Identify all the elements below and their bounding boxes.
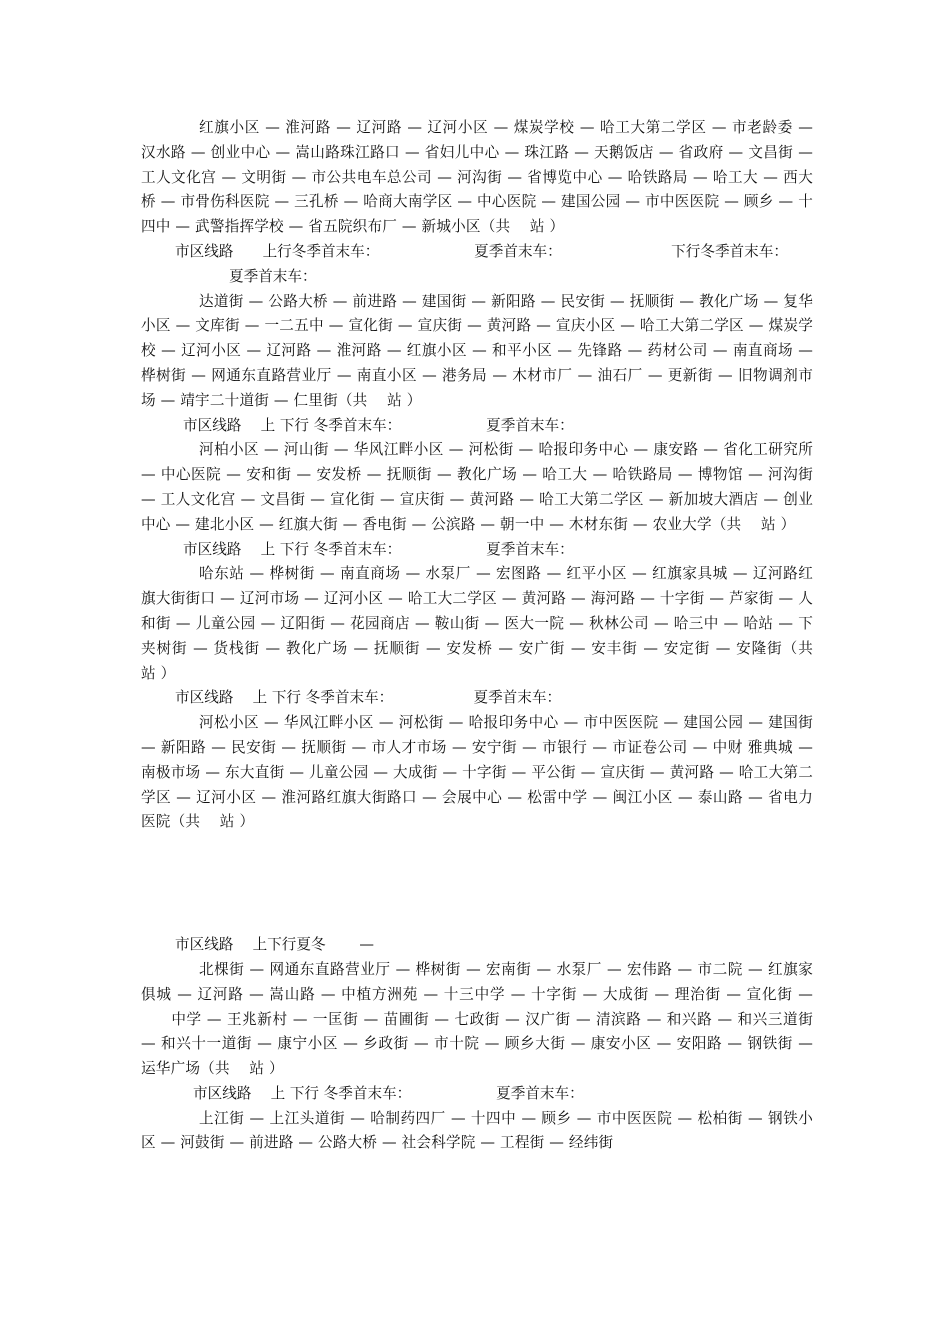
route-header-1-continued: 夏季首末车： [229, 267, 317, 285]
route-stops-3: 河柏小区 — 河山街 — 华风江畔小区 — 河松街 — 哈报印务中心 — 康安路 — 省化工研究所 — 中心医院 — 安和街 — 安发桥 — 抚顺街 — 教化广场 — 哈工大 — 哈铁路局 — 博物馆 — 河沟街 — 工人文化宫 — 文昌街 — 宣化街 — 宣庆街 — 黄河路 — 哈工大第二学区 — 新加坡大酒店 — 创业中心 — 建北小区 — 红旗大街 — 香电街 — 公滨路 — 朝一中 — 木材东街 — 农业大学（共 站 ） [141, 441, 813, 533]
route-listing [141, 116, 833, 1156]
route-stops-6: 北棵街 — 网通东直路营业厅 — 桦树街 — 宏南街 — 水泵厂 — 宏伟路 — 市二院 — 红旗家俱城 — 辽河路 — 嵩山路 — 中植方洲苑 — 十三中学 — 十字街 — 大成街 — 理治街 — 宣化街 — 中学 — 王兆新村 — 一匡街 — 苗圃街 — 七政街 — 汉广街 — 清滨路 — 和兴路 — 和兴三道街 — 和兴十一道街 — 康宁小区 — 乡政街 — 市十院 — 顾乡大街 — 康安小区 — 安阳路 — 钢铁街 — 运华广场（共 站 ） [141, 960, 813, 1078]
route-header-2: 市区线路 上 下行 冬季首末车： 夏季首末车： [183, 416, 574, 434]
section-gap [141, 835, 813, 933]
route-stops-2: 达道街 — 公路大桥 — 前进路 — 建国街 — 新阳路 — 民安街 — 抚顺街 — 教化广场 — 复华小区 — 文库街 — 一二五中 — 宣化街 — 宣庆街 — 黄河路 — 宣庆小区 — 哈工大第二学区 — 煤炭学校 — 辽河小区 — 辽河路 — 淮河路 — 红旗小区 — 和平小区 — 先锋路 — 药材公司 — 南直商场 — 桦树街 — 网通东直路营业厅 — 南直小区 — 港务局 — 木材市厂 — 油石厂 — 更新街 — 旧物调剂市场 — 靖宇二十道街 — 仁里街（共 站 ） [141, 292, 813, 409]
route-header-6: 市区线路 上 下行 冬季首末车： 夏季首末车： [193, 1084, 584, 1102]
route-stops-4: 哈东站 — 桦树街 — 南直商场 — 水泵厂 — 宏图路 — 红平小区 — 红旗家具城 — 辽河路红旗大街街口 — 辽河市场 — 辽河小区 — 哈工大二学区 — 黄河路 — 海河路 — 十字街 — 芦家街 — 人和街 — 儿童公园 — 辽阳街 — 花园商店 — 鞍山街 — 医大一院 — 秋林公司 — 哈三中 — 哈站 — 下夹树街 — 货栈街 — 教化广场 — 抚顺街 — 安发桥 — 安广街 — 安丰街 — 安定街 — 安隆街（共 站 ） [141, 565, 833, 682]
route-header-4: 市区线路 上 下行 冬季首末车： 夏季首末车： [175, 689, 562, 707]
route-stops-5: 河松小区 — 华风江畔小区 — 河松街 — 哈报印务中心 — 市中医医院 — 建国公园 — 建国街 — 新阳路 — 民安街 — 抚顺街 — 市人才市场 — 安宁街 — 市银行 — 市证卷公司 — 中财 雅典城 — 南极市场 — 东大直街 — 儿童公园 — 大成街 — 十字街 — 平公街 — 宣庆街 — 黄河路 — 哈工大第二学区 — 辽河小区 — 淮河路红旗大街路口 — 会展中心 — 松雷中学 — 闽江小区 — 泰山路 — 省电力医院（共 站 ） [141, 714, 813, 831]
route-stops-1: 红旗小区 — 淮河路 — 辽河路 — 辽河小区 — 煤炭学校 — 哈工大第二学区 — 市老龄委 — 汉水路 — 创业中心 — 嵩山路珠江路口 — 省妇儿中心 — 珠江路 — 天鹅饭店 — 省政府 — 文昌街 — 工人文化宫 — 文明街 — 市公共电车总公司 — 河沟街 — 省博览中心 — 哈铁路局 — 哈工大 — 西大桥 — 市骨伤科医院 — 三孔桥 — 哈商大南学区 — 中心医院 — 建国公园 — 市中医医院 — 顾乡 — 十四中 — 武警指挥学校 — 省五院织布厂 — 新城小区（共 站 ） [141, 119, 813, 236]
route-header-5: 市区线路 上下行夏冬 — [175, 936, 374, 954]
route-header-3: 市区线路 上 下行 冬季首末车： 夏季首末车： [183, 540, 574, 558]
route-stops-7: 上江街 — 上江头道街 — 哈制药四厂 — 十四中 — 顾乡 — 市中医医院 — 松柏街 — 钢铁小区 — 河鼓街 — 前进路 — 公路大桥 — 社会科学院 — 工程街 — 经纬街 [141, 1109, 813, 1152]
route-header-1: 市区线路 上行冬季首末车： 夏季首末车： 下行冬季首末车： [175, 242, 788, 260]
